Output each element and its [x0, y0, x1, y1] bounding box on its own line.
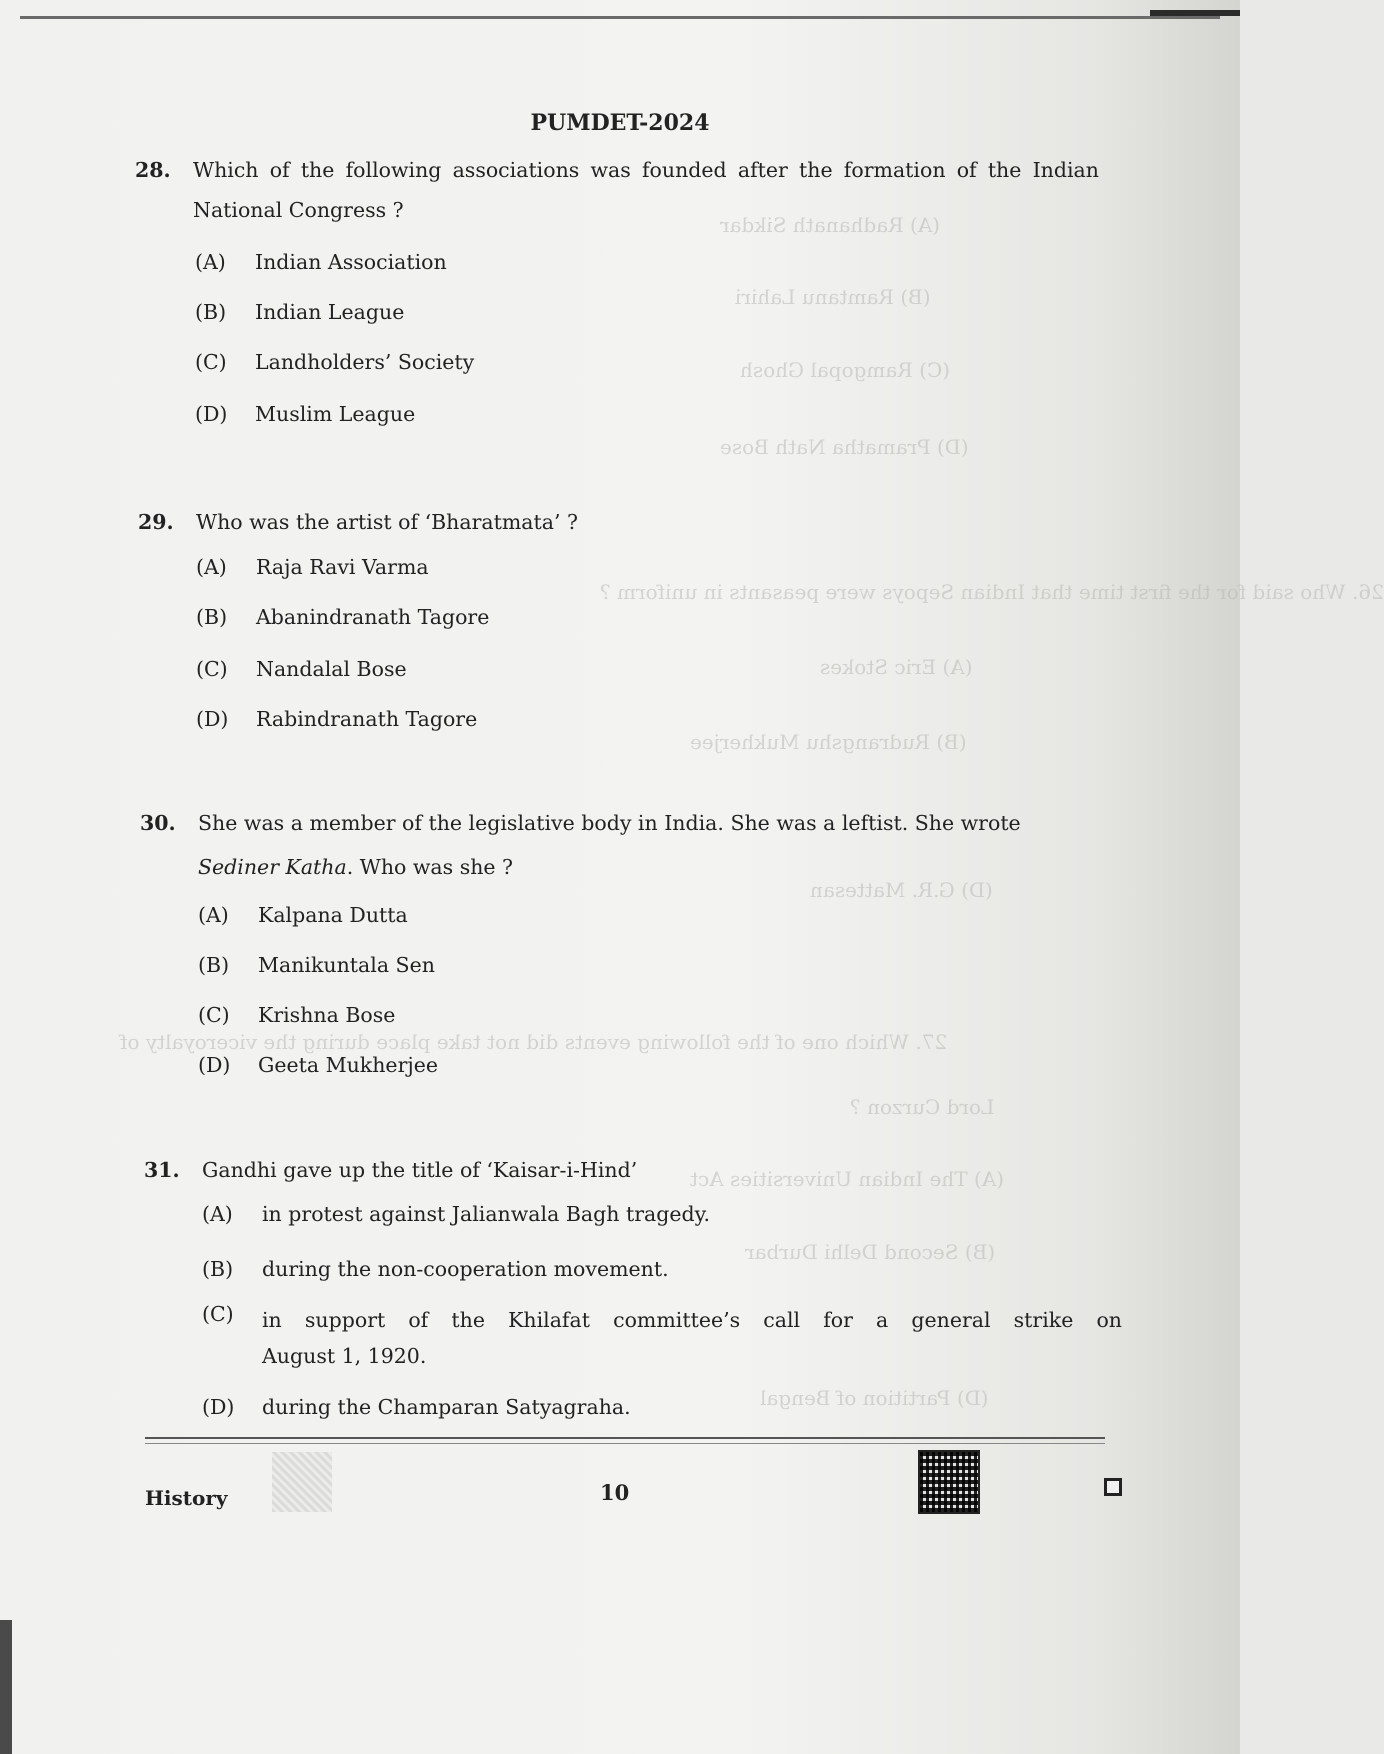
option-a	[195, 250, 447, 274]
book-title: Sediner Katha	[198, 855, 347, 879]
bleed-through-text: (B) Rudrangshu Mukherjee	[690, 730, 967, 754]
option-label: (C)	[196, 657, 228, 681]
option-label: (D)	[198, 1053, 231, 1077]
bleed-through-text: (A) Eric Stokes	[820, 655, 973, 679]
bleed-through-text: Lord Curzon ?	[850, 1095, 995, 1119]
option-a	[198, 903, 408, 927]
option-text: Abanindranath Tagore	[256, 605, 490, 629]
bleed-through-text: (A) Radhanath Sikdar	[720, 213, 941, 237]
option-text: during the Champaran Satyagraha.	[262, 1395, 631, 1419]
question-31	[144, 1150, 1109, 1190]
option-text-line-2: August 1, 1920.	[262, 1344, 427, 1368]
faint-barcode	[272, 1452, 332, 1512]
question-stem: Who was the artist of ‘Bharatmata’ ?	[196, 510, 578, 534]
option-text: in support of the Khilafat committee’s call for a general strike on	[262, 1308, 1122, 1332]
corner-marker-icon	[1104, 1478, 1122, 1496]
question-stem: Which of the following associations was founded after the formation of the Indian National Congress ?	[193, 158, 1099, 222]
exam-title: PUMDET-2024	[530, 110, 710, 136]
question-28	[135, 150, 1100, 230]
option-label: (C)	[195, 350, 227, 374]
question-stem: Gandhi gave up the title of ‘Kaisar-i-Hind’	[202, 1158, 638, 1182]
bleed-through-text: (D) G.R. Mattesan	[810, 878, 993, 902]
option-label: (B)	[198, 953, 230, 977]
option-label: (B)	[196, 605, 228, 629]
option-label: (C)	[198, 1003, 230, 1027]
option-label: (D)	[202, 1395, 235, 1419]
bleed-through-text: (B) Ramtanu Lahiri	[735, 285, 931, 309]
top-border-line	[20, 16, 1220, 19]
page-number: 10	[600, 1480, 630, 1505]
option-c	[198, 1003, 395, 1027]
option-c	[195, 350, 474, 374]
option-text: during the non-cooperation movement.	[262, 1257, 669, 1281]
bleed-through-text: (D) Pramatha Nath Bose	[720, 435, 969, 459]
option-text: Indian Association	[255, 250, 447, 274]
option-text: Muslim League	[255, 402, 416, 426]
option-text: Raja Ravi Varma	[256, 555, 429, 579]
option-label: (A)	[198, 903, 229, 927]
option-text: Krishna Bose	[258, 1003, 396, 1027]
top-border-mark	[1150, 10, 1240, 16]
option-d	[195, 402, 415, 426]
option-label: (B)	[202, 1257, 234, 1281]
bleed-through-text: 26. Who said for the first time that Indian Sepoys were peasants in uniform ?	[600, 580, 1384, 604]
qr-code	[918, 1450, 980, 1514]
option-text: Manikuntala Sen	[258, 953, 435, 977]
question-30	[140, 803, 1115, 888]
option-text: Nandalal Bose	[256, 657, 407, 681]
question-stem-rest: . Who was she ?	[346, 855, 514, 879]
footer-divider	[145, 1437, 1105, 1439]
option-text: Geeta Mukherjee	[258, 1053, 438, 1077]
option-a	[202, 1202, 710, 1226]
subject-label: History	[145, 1486, 228, 1510]
question-number: 29.	[138, 510, 174, 534]
question-number: 31.	[144, 1158, 180, 1182]
option-a	[196, 555, 429, 579]
option-label: (D)	[196, 707, 229, 731]
option-d	[198, 1053, 438, 1077]
question-stem-line-2	[198, 847, 513, 887]
option-b	[202, 1257, 669, 1281]
option-text: Landholders’ Society	[255, 350, 475, 374]
option-text: in protest against Jalianwala Bagh tragedy.	[262, 1202, 710, 1226]
bleed-through-text: (C) Ramgopal Ghosh	[740, 358, 951, 382]
option-label: (B)	[195, 300, 227, 324]
option-label: (D)	[195, 402, 228, 426]
question-stem: She was a member of the legislative body in India. She was a leftist. She wrote	[198, 811, 1021, 835]
bleed-through-text: 27. Which one of the following events did not take place during the viceroyalty of	[120, 1030, 948, 1054]
bleed-through-text: (D) Partition of Bengal	[760, 1386, 989, 1410]
bleed-through-text: (A) The Indian Universities Act	[690, 1167, 1005, 1191]
bleed-through-text: (B) Second Delhi Durbar	[745, 1240, 996, 1264]
option-text: Rabindranath Tagore	[256, 707, 478, 731]
option-b	[195, 300, 404, 324]
option-text: Kalpana Dutta	[258, 903, 408, 927]
option-c	[196, 657, 407, 681]
option-label: (C)	[202, 1302, 234, 1326]
page-edge-shadow	[0, 1620, 12, 1754]
option-d	[196, 707, 477, 731]
question-number: 30.	[140, 811, 176, 835]
option-label: (A)	[196, 555, 227, 579]
question-29	[138, 502, 1103, 542]
option-d	[202, 1395, 631, 1419]
footer-divider-2	[145, 1443, 1105, 1444]
option-b	[196, 605, 489, 629]
option-label: (A)	[202, 1202, 233, 1226]
option-text: Indian League	[255, 300, 405, 324]
option-label: (A)	[195, 250, 226, 274]
option-c	[202, 1302, 1122, 1374]
option-b	[198, 953, 435, 977]
question-number: 28.	[135, 158, 171, 182]
